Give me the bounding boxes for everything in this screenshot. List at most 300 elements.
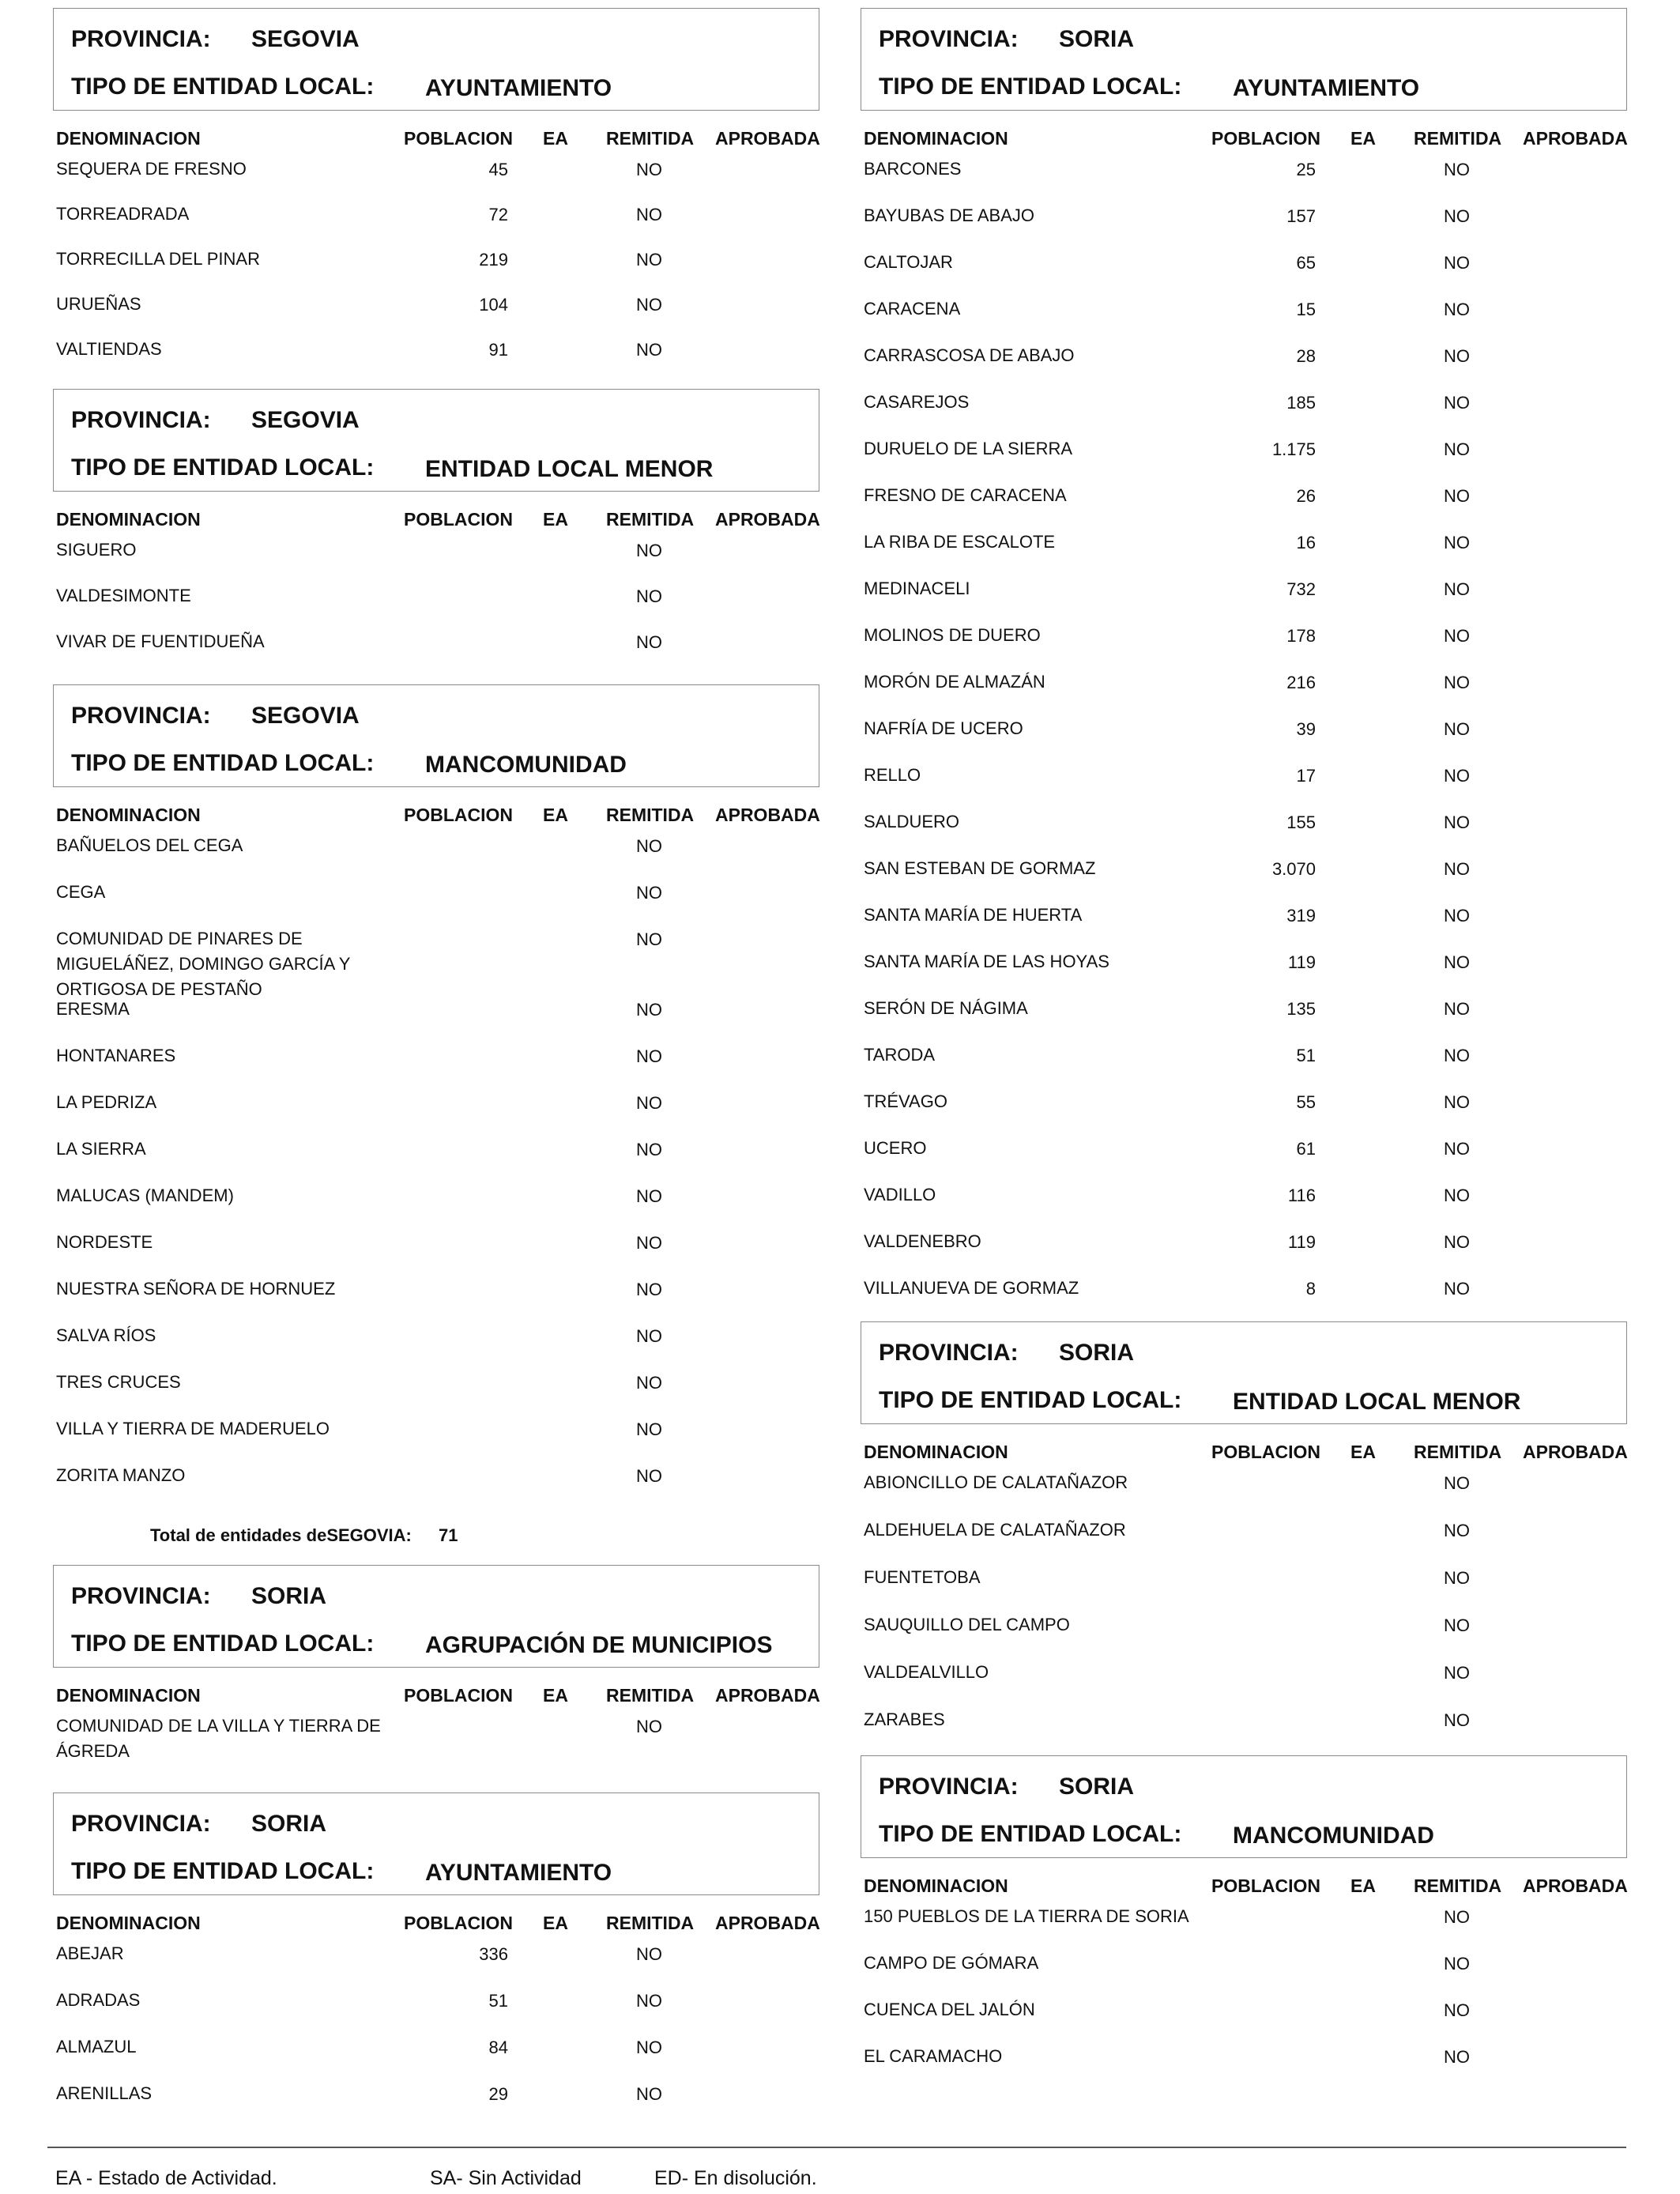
col-header-ea: EA	[1350, 1442, 1376, 1462]
table-row	[861, 713, 1627, 760]
remitida-cell: NO	[1444, 346, 1470, 366]
table-row	[53, 243, 819, 288]
denominacion-cell: VALDEALVILLO	[864, 1662, 989, 1682]
denominacion-cell: LA SIERRA	[56, 1139, 146, 1159]
provincia-label: PROVINCIA:	[71, 703, 211, 729]
section-left-3	[53, 1565, 820, 1761]
col-header-denominacion: DENOMINACION	[56, 509, 201, 530]
denominacion-cell: URUEÑAS	[56, 294, 141, 314]
footer-ea-legend: EA - Estado de Actividad.	[55, 2167, 277, 2189]
section-header-box	[53, 389, 819, 492]
col-header-denominacion: DENOMINACION	[56, 805, 201, 825]
poblacion-cell: 84	[488, 2038, 508, 2057]
section-header-box	[53, 684, 819, 787]
table-row	[53, 1460, 819, 1506]
column-headers	[53, 1908, 819, 1938]
remitida-cell: NO	[1444, 1615, 1470, 1635]
col-header-ea: EA	[1350, 128, 1376, 149]
poblacion-cell: 15	[1296, 300, 1316, 319]
remitida-cell: NO	[1444, 393, 1470, 413]
col-header-ea: EA	[1350, 1875, 1376, 1896]
remitida-cell: NO	[1444, 160, 1470, 179]
provincia-value: SORIA	[251, 1583, 327, 1609]
provincia-value: SORIA	[1059, 1340, 1135, 1366]
denominacion-cell: HONTANARES	[56, 1046, 176, 1065]
denominacion-cell: CASAREJOS	[864, 392, 970, 412]
denominacion-cell: VADILLO	[864, 1185, 936, 1204]
section-header-box	[53, 1793, 819, 1895]
remitida-cell: NO	[636, 929, 662, 949]
remitida-cell: NO	[636, 1000, 662, 1020]
denominacion-cell: SANTA MARÍA DE HUERTA	[864, 905, 1083, 925]
table-row	[53, 876, 819, 923]
tipo-entidad-label: TIPO DE ENTIDAD LOCAL:	[71, 74, 375, 100]
col-header-aprobada: APROBADA	[1523, 1442, 1628, 1462]
remitida-cell: NO	[1444, 999, 1470, 1019]
provincia-value: SEGOVIA	[251, 407, 360, 433]
col-header-poblacion: POBLACION	[404, 1913, 513, 1933]
col-header-aprobada: APROBADA	[715, 1685, 820, 1706]
section-left-4	[53, 1793, 819, 2124]
denominacion-cell: FUENTETOBA	[864, 1567, 981, 1587]
poblacion-cell: 25	[1296, 160, 1316, 179]
remitida-cell: NO	[1444, 673, 1470, 692]
col-header-denominacion: DENOMINACION	[56, 128, 201, 149]
remitida-cell: NO	[1444, 206, 1470, 226]
poblacion-cell: 26	[1296, 486, 1316, 506]
section-left-0	[53, 8, 819, 379]
remitida-cell: NO	[1444, 300, 1470, 319]
table-rows	[53, 1938, 819, 2124]
column-headers	[861, 1437, 1627, 1467]
remitida-cell: NO	[1444, 1473, 1470, 1493]
col-header-aprobada: APROBADA	[1523, 128, 1628, 149]
col-header-poblacion: POBLACION	[404, 805, 513, 825]
denominacion-cell: ADRADAS	[56, 1990, 141, 2010]
provincia-label: PROVINCIA:	[879, 1340, 1019, 1366]
table-row	[53, 534, 819, 580]
denominacion-cell: BARCONES	[864, 159, 962, 179]
poblacion-cell: 61	[1296, 1139, 1316, 1159]
table-row	[53, 1273, 819, 1320]
col-header-poblacion: POBLACION	[404, 1685, 513, 1706]
column-headers	[53, 1680, 819, 1710]
table-rows	[53, 1710, 819, 1761]
table-rows	[53, 830, 819, 1506]
remitida-cell: NO	[1444, 626, 1470, 646]
remitida-cell: NO	[636, 2038, 662, 2057]
total-value: 71	[439, 1525, 458, 1545]
tipo-entidad-value: ENTIDAD LOCAL MENOR	[1233, 1389, 1521, 1415]
denominacion-cell: CALTOJAR	[864, 252, 953, 272]
poblacion-cell: 65	[1296, 253, 1316, 273]
section-header-box	[861, 8, 1627, 111]
tipo-entidad-label: TIPO DE ENTIDAD LOCAL:	[71, 1630, 375, 1657]
col-header-aprobada: APROBADA	[715, 805, 820, 825]
poblacion-cell: 8	[1305, 1279, 1316, 1299]
denominacion-cell: SALVA RÍOS	[56, 1325, 156, 1345]
provincia-value: SORIA	[251, 1811, 327, 1837]
remitida-cell: NO	[1444, 439, 1470, 459]
denominacion-cell: BAÑUELOS DEL CEGA	[56, 835, 243, 855]
table-row	[53, 2031, 819, 2078]
remitida-cell: NO	[636, 1140, 662, 1159]
table-row	[861, 1994, 1627, 2041]
remitida-cell: NO	[1444, 859, 1470, 879]
table-row	[861, 946, 1627, 993]
denominacion-cell: MORÓN DE ALMAZÁN	[864, 672, 1045, 692]
tipo-entidad-value: AYUNTAMIENTO	[425, 75, 612, 101]
denominacion-cell: VALDENEBRO	[864, 1231, 981, 1251]
remitida-cell: NO	[1444, 253, 1470, 273]
remitida-cell: NO	[636, 586, 662, 606]
table-row	[861, 480, 1627, 526]
table-row	[53, 1087, 819, 1133]
denominacion-cell: SANTA MARÍA DE LAS HOYAS	[864, 952, 1109, 971]
column-headers	[53, 800, 819, 830]
remitida-cell: NO	[1444, 1710, 1470, 1730]
denominacion-cell: NAFRÍA DE UCERO	[864, 718, 1023, 738]
denominacion-cell: NUESTRA SEÑORA DE HORNUEZ	[56, 1279, 336, 1299]
section-right-0	[861, 8, 1627, 1319]
remitida-cell: NO	[636, 883, 662, 903]
remitida-cell: NO	[636, 541, 662, 560]
remitida-cell: NO	[636, 1419, 662, 1439]
denominacion-cell: EL CARAMACHO	[864, 2046, 1003, 2066]
denominacion-cell: SALDUERO	[864, 812, 960, 831]
table-row	[861, 760, 1627, 806]
provincia-value: SEGOVIA	[251, 703, 360, 729]
denominacion-cell: ALMAZUL	[56, 2037, 137, 2056]
poblacion-cell: 29	[488, 2084, 508, 2104]
col-header-ea: EA	[543, 805, 568, 825]
provincia-value: SEGOVIA	[251, 26, 360, 52]
denominacion-cell: COMUNIDAD DE LA VILLA Y TIERRA DE ÁGREDA	[56, 1716, 381, 1761]
tipo-entidad-value: MANCOMUNIDAD	[425, 752, 627, 778]
remitida-cell: NO	[636, 1093, 662, 1113]
poblacion-cell: 119	[1287, 952, 1316, 972]
denominacion-cell: TRÉVAGO	[864, 1091, 947, 1111]
provincia-value: SORIA	[1059, 1774, 1135, 1800]
denominacion-cell: CEGA	[56, 882, 106, 902]
poblacion-cell: 3.070	[1271, 859, 1316, 879]
poblacion-cell: 28	[1296, 346, 1316, 366]
poblacion-cell: 55	[1296, 1092, 1316, 1112]
poblacion-cell: 17	[1296, 766, 1316, 786]
table-row	[861, 1609, 1627, 1657]
table-row	[53, 153, 819, 198]
table-row	[53, 334, 819, 379]
denominacion-cell: SEQUERA DE FRESNO	[56, 159, 247, 179]
tipo-entidad-value: MANCOMUNIDAD	[1233, 1823, 1434, 1849]
remitida-cell: NO	[636, 160, 662, 179]
table-row	[53, 626, 819, 672]
denominacion-cell: DURUELO DE LA SIERRA	[864, 439, 1073, 458]
section-header-box	[861, 1321, 1627, 1424]
col-header-aprobada: APROBADA	[1523, 1875, 1628, 1896]
denominacion-cell: SIGUERO	[56, 540, 137, 560]
remitida-cell: NO	[636, 205, 662, 224]
col-header-aprobada: APROBADA	[715, 509, 820, 530]
denominacion-cell: ARENILLAS	[56, 2083, 153, 2103]
table-row	[861, 1514, 1627, 1562]
remitida-cell: NO	[1444, 952, 1470, 972]
table-rows	[53, 153, 819, 379]
remitida-cell: NO	[1444, 486, 1470, 506]
tipo-entidad-value: AGRUPACIÓN DE MUNICIPIOS	[425, 1632, 773, 1658]
poblacion-cell: 45	[488, 160, 508, 179]
remitida-cell: NO	[1444, 533, 1470, 552]
section-header-box	[53, 1565, 819, 1668]
table-row	[861, 200, 1627, 247]
remitida-cell: NO	[636, 1373, 662, 1393]
footer-ed-legend: ED- En disolución.	[654, 2167, 817, 2189]
column-headers	[861, 1871, 1627, 1901]
denominacion-cell: FRESNO DE CARACENA	[864, 485, 1067, 505]
col-header-remitida: REMITIDA	[1414, 1442, 1502, 1462]
col-header-remitida: REMITIDA	[606, 509, 695, 530]
remitida-cell: NO	[636, 250, 662, 270]
remitida-cell: NO	[636, 1717, 662, 1736]
remitida-cell: NO	[636, 1944, 662, 1964]
table-row	[53, 1320, 819, 1367]
remitida-cell: NO	[1444, 1046, 1470, 1065]
poblacion-cell: 336	[479, 1944, 508, 1964]
remitida-cell: NO	[1444, 766, 1470, 786]
table-row	[861, 1086, 1627, 1133]
table-row	[861, 1704, 1627, 1751]
table-row	[861, 1657, 1627, 1704]
table-row	[53, 830, 819, 876]
table-row	[861, 993, 1627, 1039]
denominacion-cell: VILLANUEVA DE GORMAZ	[864, 1278, 1079, 1298]
tipo-entidad-label: TIPO DE ENTIDAD LOCAL:	[71, 454, 375, 481]
table-row	[861, 1226, 1627, 1272]
table-row	[861, 1179, 1627, 1226]
table-row	[53, 1040, 819, 1087]
denominacion-cell: TORRECILLA DEL PINAR	[56, 249, 260, 269]
table-row	[861, 666, 1627, 713]
denominacion-cell: CUENCA DEL JALÓN	[864, 2000, 1035, 2019]
tipo-entidad-value: ENTIDAD LOCAL MENOR	[425, 456, 714, 482]
table-row	[861, 899, 1627, 946]
col-header-remitida: REMITIDA	[1414, 128, 1502, 149]
remitida-cell: NO	[1444, 1568, 1470, 1588]
col-header-denominacion: DENOMINACION	[56, 1685, 201, 1706]
col-header-ea: EA	[543, 509, 568, 530]
table-row	[861, 1467, 1627, 1514]
remitida-cell: NO	[1444, 906, 1470, 925]
tipo-entidad-label: TIPO DE ENTIDAD LOCAL:	[71, 750, 375, 776]
denominacion-cell: SERÓN DE NÁGIMA	[864, 998, 1028, 1018]
table-row	[861, 1562, 1627, 1609]
table-row	[53, 923, 819, 999]
col-header-poblacion: POBLACION	[404, 509, 513, 530]
column-headers	[861, 123, 1627, 153]
denominacion-cell: SAN ESTEBAN DE GORMAZ	[864, 858, 1096, 878]
poblacion-cell: 732	[1286, 579, 1316, 599]
table-row	[53, 1133, 819, 1180]
provincia-label: PROVINCIA:	[71, 26, 211, 52]
denominacion-cell: VIVAR DE FUENTIDUEÑA	[56, 631, 265, 651]
denominacion-cell: LA RIBA DE ESCALOTE	[864, 532, 1056, 552]
poblacion-cell: 116	[1287, 1186, 1316, 1205]
denominacion-cell: NORDESTE	[56, 1232, 153, 1252]
denominacion-cell: TARODA	[864, 1045, 936, 1065]
remitida-cell: NO	[1444, 579, 1470, 599]
table-row	[53, 580, 819, 626]
col-header-ea: EA	[543, 1685, 568, 1706]
total-label: Total de entidades de	[150, 1525, 327, 1545]
tipo-entidad-value: AYUNTAMIENTO	[1233, 75, 1420, 101]
table-row	[53, 1938, 819, 1985]
remitida-cell: NO	[1444, 1232, 1470, 1252]
tipo-entidad-value: AYUNTAMIENTO	[425, 1860, 612, 1886]
column-headers	[53, 123, 819, 153]
remitida-cell: NO	[1444, 719, 1470, 739]
provincia-label: PROVINCIA:	[71, 407, 211, 433]
poblacion-cell: 319	[1286, 906, 1316, 925]
denominacion-cell: SAUQUILLO DEL CAMPO	[864, 1615, 1070, 1634]
table-row	[861, 1901, 1627, 1947]
remitida-cell: NO	[1444, 1139, 1470, 1159]
poblacion-cell: 91	[488, 340, 508, 360]
poblacion-cell: 119	[1287, 1232, 1316, 1252]
poblacion-cell: 185	[1286, 393, 1316, 413]
table-rows	[861, 153, 1627, 1319]
footer-sa-legend: SA- Sin Actividad	[430, 2167, 582, 2189]
denominacion-cell: MALUCAS (MANDEM)	[56, 1186, 234, 1205]
denominacion-cell: ZORITA MANZO	[56, 1465, 186, 1485]
remitida-cell: NO	[636, 1991, 662, 2011]
col-header-remitida: REMITIDA	[1414, 1875, 1502, 1896]
poblacion-cell: 72	[488, 205, 508, 224]
section-right-1	[861, 1321, 1627, 1751]
poblacion-cell: 51	[488, 1991, 508, 2011]
total-segovia	[150, 1525, 458, 1546]
col-header-poblacion: POBLACION	[1211, 1875, 1320, 1896]
tipo-entidad-label: TIPO DE ENTIDAD LOCAL:	[879, 1821, 1182, 1847]
denominacion-cell: VALDESIMONTE	[56, 586, 191, 605]
remitida-cell: NO	[636, 632, 662, 652]
table-row	[861, 1133, 1627, 1179]
col-header-denominacion: DENOMINACION	[864, 128, 1008, 149]
tipo-entidad-label: TIPO DE ENTIDAD LOCAL:	[879, 74, 1182, 100]
table-row	[861, 573, 1627, 620]
section-left-2	[53, 684, 819, 1506]
table-row	[861, 433, 1627, 480]
table-row	[861, 620, 1627, 666]
section-right-2	[861, 1755, 1627, 2087]
tipo-entidad-label: TIPO DE ENTIDAD LOCAL:	[879, 1387, 1182, 1413]
denominacion-cell: 150 PUEBLOS DE LA TIERRA DE SORIA	[864, 1906, 1189, 1926]
table-row	[53, 198, 819, 243]
denominacion-cell: VILLA Y TIERRA DE MADERUELO	[56, 1419, 330, 1438]
table-row	[53, 1985, 819, 2031]
denominacion-cell: MOLINOS DE DUERO	[864, 625, 1041, 645]
table-row	[861, 2041, 1627, 2087]
poblacion-cell: 219	[479, 250, 508, 270]
col-header-ea: EA	[543, 128, 568, 149]
remitida-cell: NO	[1444, 1954, 1470, 1973]
remitida-cell: NO	[636, 1233, 662, 1253]
poblacion-cell: 104	[479, 295, 508, 315]
provincia-label: PROVINCIA:	[71, 1583, 211, 1609]
denominacion-cell: RELLO	[864, 765, 921, 785]
denominacion-cell: CARRASCOSA DE ABAJO	[864, 345, 1075, 365]
remitida-cell: NO	[1444, 812, 1470, 832]
section-header-box	[861, 1755, 1627, 1858]
table-row	[861, 1947, 1627, 1994]
table-row	[53, 2078, 819, 2124]
col-header-poblacion: POBLACION	[1211, 1442, 1320, 1462]
section-header-box	[53, 8, 819, 111]
table-row	[53, 1413, 819, 1460]
total-provincia: SEGOVIA:	[326, 1525, 412, 1545]
remitida-cell: NO	[1444, 1521, 1470, 1540]
poblacion-cell: 157	[1286, 206, 1316, 226]
remitida-cell: NO	[636, 1186, 662, 1206]
table-row	[53, 1180, 819, 1227]
denominacion-cell: TORREADRADA	[56, 204, 190, 224]
table-row	[861, 153, 1627, 200]
col-header-poblacion: POBLACION	[404, 128, 513, 149]
table-row	[861, 247, 1627, 293]
column-headers	[53, 504, 819, 534]
tipo-entidad-label: TIPO DE ENTIDAD LOCAL:	[71, 1858, 375, 1884]
table-row	[861, 526, 1627, 573]
col-header-remitida: REMITIDA	[606, 805, 695, 825]
section-left-1	[53, 389, 819, 672]
table-rows	[861, 1901, 1627, 2087]
denominacion-cell: CAMPO DE GÓMARA	[864, 1953, 1039, 1973]
col-header-aprobada: APROBADA	[715, 128, 820, 149]
remitida-cell: NO	[636, 295, 662, 315]
col-header-poblacion: POBLACION	[1211, 128, 1320, 149]
remitida-cell: NO	[1444, 2047, 1470, 2067]
col-header-denominacion: DENOMINACION	[56, 1913, 201, 1933]
remitida-cell: NO	[636, 1326, 662, 1346]
remitida-cell: NO	[636, 836, 662, 856]
remitida-cell: NO	[636, 1280, 662, 1299]
footer-divider	[47, 2147, 1626, 2148]
remitida-cell: NO	[1444, 1186, 1470, 1205]
table-row	[53, 993, 819, 1040]
denominacion-cell: ABIONCILLO DE CALATAÑAZOR	[864, 1472, 1128, 1492]
denominacion-cell: UCERO	[864, 1138, 927, 1158]
table-row	[861, 340, 1627, 386]
remitida-cell: NO	[1444, 1279, 1470, 1299]
denominacion-cell: TRES CRUCES	[56, 1372, 181, 1392]
table-row	[861, 1039, 1627, 1086]
provincia-label: PROVINCIA:	[879, 26, 1019, 52]
table-row	[53, 288, 819, 334]
denominacion-cell: MEDINACELI	[864, 579, 970, 598]
table-row	[861, 1272, 1627, 1319]
col-header-denominacion: DENOMINACION	[864, 1442, 1008, 1462]
remitida-cell: NO	[1444, 1092, 1470, 1112]
col-header-remitida: REMITIDA	[606, 1913, 695, 1933]
remitida-cell: NO	[636, 2084, 662, 2104]
remitida-cell: NO	[636, 1466, 662, 1486]
poblacion-cell: 51	[1296, 1046, 1316, 1065]
denominacion-cell: CARACENA	[864, 299, 961, 319]
denominacion-cell: COMUNIDAD DE PINARES DE MIGUELÁÑEZ, DOMINGO GARCÍA Y ORTIGOSA DE PESTAÑO	[56, 929, 351, 999]
provincia-value: SORIA	[1059, 26, 1135, 52]
table-row	[53, 1367, 819, 1413]
table-row	[861, 386, 1627, 433]
remitida-cell: NO	[1444, 1663, 1470, 1683]
